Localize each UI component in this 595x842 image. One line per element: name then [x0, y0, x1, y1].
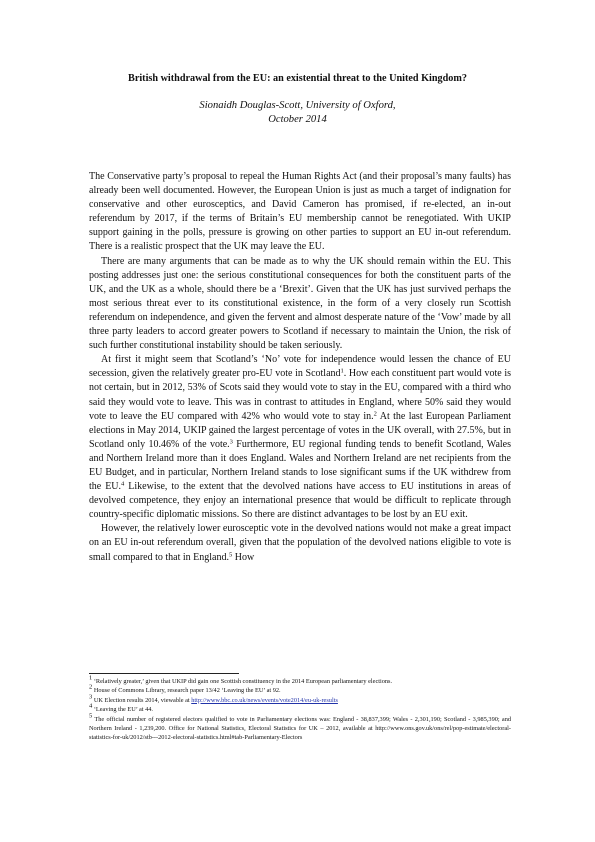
- paragraph-3-text-b: . How each constituent part would vote is not certain, but in 2012, 53% of Scots said they would vote to stay in the EU, compared with a third who said they would vote to leave. This was in contrast to attitudes in England, where 50% said they would vote to leave the EU compared with 42% who would vote to stay in.: [89, 368, 511, 422]
- author-block: [0, 99, 595, 127]
- footnote-separator: [89, 673, 239, 674]
- paragraph-3-text-c: At the last European Parliament elections in May 2014, UKIP gained the largest percentage of votes in the UK overall, with 27.5%, but in Scotland only 10.46% of the vote.: [89, 410, 511, 450]
- election-results-link[interactable]: http://www.bbc.co.uk/news/events/vote2014/eu-uk-results: [191, 696, 338, 704]
- footnote-5: [89, 712, 511, 743]
- footnote-text: UK Election results 2014, viewable at: [92, 696, 192, 704]
- footnote-text: House of Commons Library, research paper 13/42 ‘Leaving the EU’ at 92.: [92, 687, 281, 695]
- footnotes: [89, 674, 511, 743]
- footnote-ref-3[interactable]: 3: [229, 438, 233, 446]
- footnote-number: 4: [89, 702, 93, 710]
- paragraph-3: [89, 353, 511, 522]
- paragraph-4-text-b: How: [232, 551, 255, 563]
- paragraph-4-text-a: However, the relatively lower eurosceptic vote in the devolved nations would not make a great impact on an EU in-out referendum overall, given that the population of the devolved nations eligible to vote is small compared to that in England.: [89, 523, 511, 563]
- paragraph-2: There are many arguments that can be made as to why the UK should remain within the EU. This posting addresses just one: the serious constitutional consequences for both the constituent parts of the UK, and the UK as a whole, should there be a ‘Brexit’. Given that the UK has just survived perhaps the most serious threat ever to its constitutional existence, in the form of a very closely run Scottish referendum on independence, and given the fervent and almost desperate nature of the ‘Vow’ made by all three party leaders to accord greater powers to Scotland if necessary to maintain the Union, the risk of such further constitutional instability should be taken seriously.: [89, 255, 511, 352]
- article-body: [89, 170, 511, 565]
- paragraph-3-text-d: Furthermore, EU regional funding tends to benefit Scotland, Wales and Northern Ireland more than it does England. Wales and Northern Ireland are net recipients from the EU Budget, and in particular, Northern Ireland stands to lose significant sums if the UK withdrew from the EU.: [89, 438, 511, 493]
- footnote-3: [89, 693, 511, 705]
- footnote-1: [89, 674, 511, 686]
- footnote-number: 3: [89, 693, 93, 701]
- paragraph-1: The Conservative party’s proposal to repeal the Human Rights Act (and their proposal’s many faults) has already been well documented. However, the European Union is just as much a target of indignation for conservative and other eurosceptics, and David Cameron has promised, if re-elected, an in-out referendum by 2017, if the terms of Britain’s EU membership cannot be renegotiated. With UKIP support gaining in the polls, pressure is growing on other parties to support an EU in-out referendum. There is a realistic prospect that the UK may leave the EU.: [89, 171, 511, 253]
- footnote-ref-4[interactable]: 4: [121, 480, 125, 488]
- footnote-text: ‘Relatively greater,’ given that UKIP did gain one Scottish constituency in the 2014 European parliamentary elections.: [92, 678, 393, 685]
- publication-date: October 2014: [268, 114, 327, 125]
- paragraph-3-text-a: At first it might seem that Scotland’s ‘No’ vote for independence would lessen the chance of EU secession, given the relatively greater pro-EU vote in Scotland: [89, 354, 511, 380]
- footnote-text: The official number of registered electors qualified to vote in Parliamentary elections was: England - 38,837,399; Wales - 2,301,190; Scotland - 3,985,390; and Northern Ireland - 1,239,200. Office for National Statistics, Electoral Statistics for UK – 2012, available at http://www.ons.gov.uk/ons/rel/pop-estimate/electoral-statistics-for-uk/2012/stb---2012-electoral-statistics.html#tab-Parliamentary-Electors: [89, 715, 511, 742]
- paragraph-3-text-e: Likewise, to the extent that the devolved nations have access to EU institutions in areas of devolved competence, they enjoy an international presence that would be difficult to replicate through country-specific diplomatic missions. So there are distinct advantages to be lost by an EU exit.: [89, 481, 511, 521]
- footnote-ref-1[interactable]: 1: [340, 367, 344, 375]
- footnote-ref-2[interactable]: 2: [373, 410, 377, 418]
- paragraph-4: [89, 522, 511, 564]
- footnote-ref-5[interactable]: 5: [228, 551, 233, 559]
- footnote-4: [89, 702, 511, 714]
- footnote-text: ‘Leaving the EU’ at 44.: [92, 706, 153, 714]
- footnote-number: 1: [89, 674, 93, 682]
- footnote-number: 2: [89, 683, 93, 691]
- footnote-2: [89, 683, 511, 695]
- author-affiliation: Sionaidh Douglas-Scott, University of Oxford,: [199, 100, 396, 111]
- document-title: British withdrawal from the EU: an existential threat to the United Kingdom?: [128, 73, 467, 84]
- footnote-number: 5: [89, 712, 93, 720]
